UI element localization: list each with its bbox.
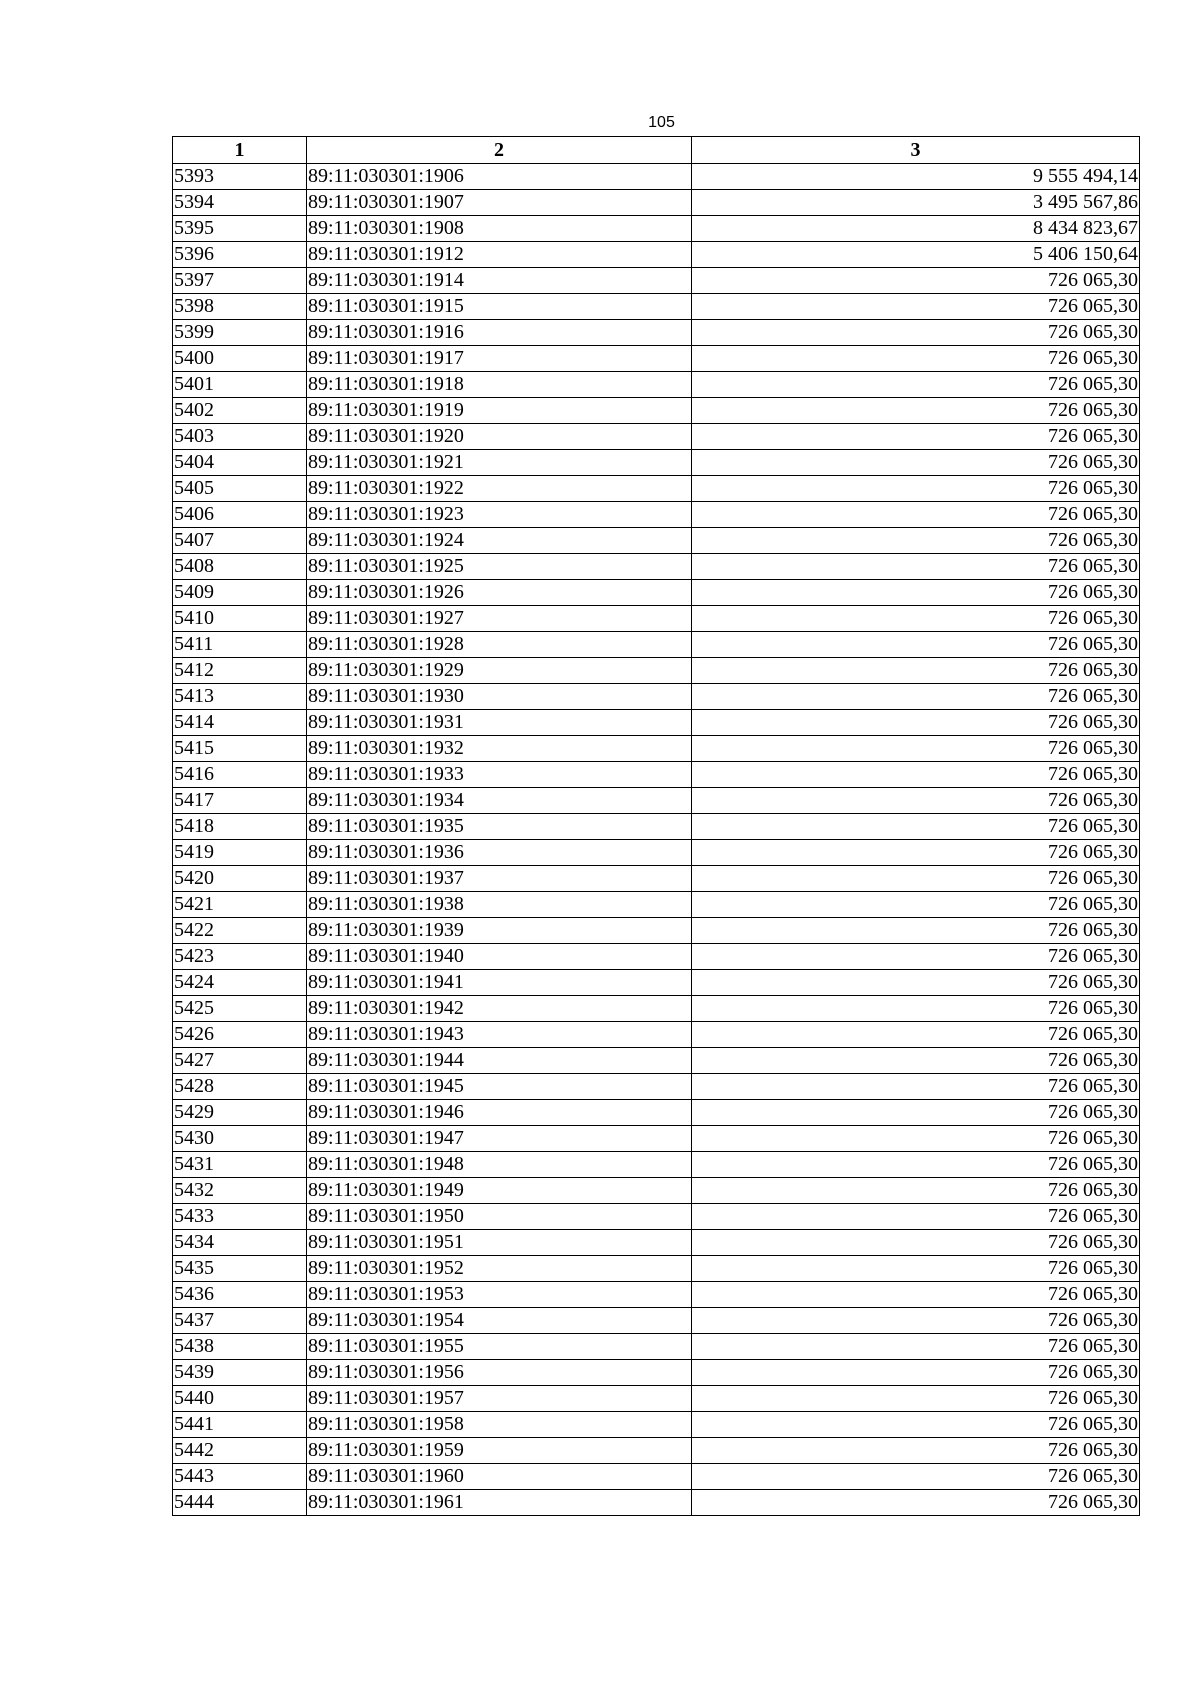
table-row <box>173 398 1140 424</box>
row-number-cell: 5407 <box>173 528 307 554</box>
row-number-cell: 5420 <box>173 866 307 892</box>
cadastral-number-cell: 89:11:030301:1930 <box>307 684 692 710</box>
table-row <box>173 1360 1140 1386</box>
cadastral-number-cell: 89:11:030301:1929 <box>307 658 692 684</box>
cadastral-number-cell: 89:11:030301:1915 <box>307 294 692 320</box>
table-row <box>173 840 1140 866</box>
table-row <box>173 1100 1140 1126</box>
value-cell: 5 406 150,64 <box>692 242 1140 268</box>
row-number-cell: 5432 <box>173 1178 307 1204</box>
table-row <box>173 216 1140 242</box>
row-number-cell: 5395 <box>173 216 307 242</box>
value-cell: 726 065,30 <box>692 320 1140 346</box>
table-body <box>173 164 1140 1516</box>
row-number-cell: 5429 <box>173 1100 307 1126</box>
row-number-cell: 5404 <box>173 450 307 476</box>
table-row <box>173 996 1140 1022</box>
row-number-cell: 5400 <box>173 346 307 372</box>
value-cell: 8 434 823,67 <box>692 216 1140 242</box>
cadastral-number-cell: 89:11:030301:1906 <box>307 164 692 190</box>
value-cell: 726 065,30 <box>692 684 1140 710</box>
table-row <box>173 164 1140 190</box>
cadastral-number-cell: 89:11:030301:1946 <box>307 1100 692 1126</box>
row-number-cell: 5413 <box>173 684 307 710</box>
value-cell: 726 065,30 <box>692 944 1140 970</box>
value-cell: 726 065,30 <box>692 1204 1140 1230</box>
row-number-cell: 5417 <box>173 788 307 814</box>
cadastral-number-cell: 89:11:030301:1934 <box>307 788 692 814</box>
cadastral-number-cell: 89:11:030301:1931 <box>307 710 692 736</box>
cadastral-number-cell: 89:11:030301:1950 <box>307 1204 692 1230</box>
cadastral-number-cell: 89:11:030301:1939 <box>307 918 692 944</box>
value-cell: 726 065,30 <box>692 1048 1140 1074</box>
cadastral-number-cell: 89:11:030301:1928 <box>307 632 692 658</box>
table-row <box>173 190 1140 216</box>
cadastral-number-cell: 89:11:030301:1947 <box>307 1126 692 1152</box>
table-row <box>173 502 1140 528</box>
cadastral-number-cell: 89:11:030301:1951 <box>307 1230 692 1256</box>
row-number-cell: 5438 <box>173 1334 307 1360</box>
table-row <box>173 944 1140 970</box>
column-header-3: 3 <box>692 137 1140 164</box>
value-cell: 726 065,30 <box>692 762 1140 788</box>
value-cell: 726 065,30 <box>692 996 1140 1022</box>
row-number-cell: 5437 <box>173 1308 307 1334</box>
value-cell: 726 065,30 <box>692 1490 1140 1516</box>
cadastral-number-cell: 89:11:030301:1933 <box>307 762 692 788</box>
row-number-cell: 5409 <box>173 580 307 606</box>
value-cell: 726 065,30 <box>692 1074 1140 1100</box>
cadastral-number-cell: 89:11:030301:1952 <box>307 1256 692 1282</box>
value-cell: 726 065,30 <box>692 1100 1140 1126</box>
value-cell: 726 065,30 <box>692 736 1140 762</box>
value-cell: 726 065,30 <box>692 892 1140 918</box>
table-row <box>173 658 1140 684</box>
table-row <box>173 1230 1140 1256</box>
row-number-cell: 5440 <box>173 1386 307 1412</box>
cadastral-number-cell: 89:11:030301:1945 <box>307 1074 692 1100</box>
table-row <box>173 1256 1140 1282</box>
table-row <box>173 268 1140 294</box>
cadastral-number-cell: 89:11:030301:1960 <box>307 1464 692 1490</box>
cadastral-number-cell: 89:11:030301:1940 <box>307 944 692 970</box>
row-number-cell: 5435 <box>173 1256 307 1282</box>
value-cell: 726 065,30 <box>692 1282 1140 1308</box>
table-row <box>173 1334 1140 1360</box>
value-cell: 726 065,30 <box>692 970 1140 996</box>
value-cell: 9 555 494,14 <box>692 164 1140 190</box>
value-cell: 726 065,30 <box>692 476 1140 502</box>
table-row <box>173 684 1140 710</box>
cadastral-number-cell: 89:11:030301:1942 <box>307 996 692 1022</box>
row-number-cell: 5393 <box>173 164 307 190</box>
row-number-cell: 5418 <box>173 814 307 840</box>
cadastral-number-cell: 89:11:030301:1920 <box>307 424 692 450</box>
table-row <box>173 372 1140 398</box>
table-row <box>173 320 1140 346</box>
value-cell: 726 065,30 <box>692 1256 1140 1282</box>
row-number-cell: 5433 <box>173 1204 307 1230</box>
header-row <box>173 137 1140 164</box>
value-cell: 726 065,30 <box>692 372 1140 398</box>
value-cell: 726 065,30 <box>692 1438 1140 1464</box>
table-row <box>173 242 1140 268</box>
table-row <box>173 346 1140 372</box>
row-number-cell: 5412 <box>173 658 307 684</box>
value-cell: 726 065,30 <box>692 1022 1140 1048</box>
table-row <box>173 736 1140 762</box>
row-number-cell: 5426 <box>173 1022 307 1048</box>
cadastral-number-cell: 89:11:030301:1932 <box>307 736 692 762</box>
row-number-cell: 5414 <box>173 710 307 736</box>
value-cell: 726 065,30 <box>692 450 1140 476</box>
cadastral-number-cell: 89:11:030301:1959 <box>307 1438 692 1464</box>
cadastral-number-cell: 89:11:030301:1918 <box>307 372 692 398</box>
table-row <box>173 892 1140 918</box>
value-cell: 726 065,30 <box>692 528 1140 554</box>
row-number-cell: 5419 <box>173 840 307 866</box>
cadastral-number-cell: 89:11:030301:1936 <box>307 840 692 866</box>
row-number-cell: 5442 <box>173 1438 307 1464</box>
table-row <box>173 1074 1140 1100</box>
row-number-cell: 5399 <box>173 320 307 346</box>
table-row <box>173 1412 1140 1438</box>
row-number-cell: 5402 <box>173 398 307 424</box>
value-cell: 726 065,30 <box>692 1230 1140 1256</box>
cadastral-number-cell: 89:11:030301:1908 <box>307 216 692 242</box>
row-number-cell: 5394 <box>173 190 307 216</box>
cadastral-number-cell: 89:11:030301:1957 <box>307 1386 692 1412</box>
table-row <box>173 580 1140 606</box>
table-row <box>173 1022 1140 1048</box>
table-row <box>173 866 1140 892</box>
row-number-cell: 5411 <box>173 632 307 658</box>
row-number-cell: 5406 <box>173 502 307 528</box>
value-cell: 726 065,30 <box>692 294 1140 320</box>
table-row <box>173 1204 1140 1230</box>
row-number-cell: 5421 <box>173 892 307 918</box>
cadastral-number-cell: 89:11:030301:1941 <box>307 970 692 996</box>
row-number-cell: 5405 <box>173 476 307 502</box>
table-row <box>173 528 1140 554</box>
table-row <box>173 450 1140 476</box>
value-cell: 726 065,30 <box>692 1178 1140 1204</box>
cadastral-number-cell: 89:11:030301:1925 <box>307 554 692 580</box>
table-row <box>173 814 1140 840</box>
value-cell: 726 065,30 <box>692 1152 1140 1178</box>
table-row <box>173 1308 1140 1334</box>
row-number-cell: 5441 <box>173 1412 307 1438</box>
table-row <box>173 1178 1140 1204</box>
table-row <box>173 424 1140 450</box>
cadastral-number-cell: 89:11:030301:1954 <box>307 1308 692 1334</box>
value-cell: 726 065,30 <box>692 1334 1140 1360</box>
value-cell: 726 065,30 <box>692 606 1140 632</box>
table-row <box>173 554 1140 580</box>
value-cell: 726 065,30 <box>692 918 1140 944</box>
cadastral-number-cell: 89:11:030301:1956 <box>307 1360 692 1386</box>
row-number-cell: 5425 <box>173 996 307 1022</box>
cadastral-number-cell: 89:11:030301:1926 <box>307 580 692 606</box>
table-row <box>173 476 1140 502</box>
row-number-cell: 5408 <box>173 554 307 580</box>
row-number-cell: 5398 <box>173 294 307 320</box>
value-cell: 726 065,30 <box>692 866 1140 892</box>
table-row <box>173 762 1140 788</box>
row-number-cell: 5428 <box>173 1074 307 1100</box>
cadastral-number-cell: 89:11:030301:1923 <box>307 502 692 528</box>
value-cell: 726 065,30 <box>692 424 1140 450</box>
row-number-cell: 5401 <box>173 372 307 398</box>
table-row <box>173 970 1140 996</box>
value-cell: 726 065,30 <box>692 658 1140 684</box>
row-number-cell: 5427 <box>173 1048 307 1074</box>
table-row <box>173 1152 1140 1178</box>
table-row <box>173 1438 1140 1464</box>
cadastral-number-cell: 89:11:030301:1914 <box>307 268 692 294</box>
value-cell: 726 065,30 <box>692 398 1140 424</box>
cadastral-number-cell: 89:11:030301:1907 <box>307 190 692 216</box>
row-number-cell: 5415 <box>173 736 307 762</box>
value-cell: 726 065,30 <box>692 1308 1140 1334</box>
table-row <box>173 788 1140 814</box>
row-number-cell: 5439 <box>173 1360 307 1386</box>
row-number-cell: 5430 <box>173 1126 307 1152</box>
table-row <box>173 294 1140 320</box>
cadastral-number-cell: 89:11:030301:1921 <box>307 450 692 476</box>
value-cell: 726 065,30 <box>692 632 1140 658</box>
page-number: 105 <box>648 114 675 131</box>
value-cell: 726 065,30 <box>692 502 1140 528</box>
cadastral-number-cell: 89:11:030301:1935 <box>307 814 692 840</box>
cadastral-number-cell: 89:11:030301:1917 <box>307 346 692 372</box>
value-cell: 726 065,30 <box>692 1360 1140 1386</box>
value-cell: 726 065,30 <box>692 1126 1140 1152</box>
value-cell: 726 065,30 <box>692 1412 1140 1438</box>
value-cell: 726 065,30 <box>692 268 1140 294</box>
registry-table <box>172 136 1140 1516</box>
row-number-cell: 5422 <box>173 918 307 944</box>
column-header-2: 2 <box>307 137 692 164</box>
row-number-cell: 5410 <box>173 606 307 632</box>
row-number-cell: 5444 <box>173 1490 307 1516</box>
table-row <box>173 710 1140 736</box>
row-number-cell: 5434 <box>173 1230 307 1256</box>
column-header-1: 1 <box>173 137 307 164</box>
row-number-cell: 5397 <box>173 268 307 294</box>
table-row <box>173 1048 1140 1074</box>
row-number-cell: 5443 <box>173 1464 307 1490</box>
cadastral-number-cell: 89:11:030301:1922 <box>307 476 692 502</box>
cadastral-number-cell: 89:11:030301:1927 <box>307 606 692 632</box>
cadastral-number-cell: 89:11:030301:1919 <box>307 398 692 424</box>
cadastral-number-cell: 89:11:030301:1944 <box>307 1048 692 1074</box>
cadastral-number-cell: 89:11:030301:1938 <box>307 892 692 918</box>
value-cell: 726 065,30 <box>692 346 1140 372</box>
value-cell: 726 065,30 <box>692 580 1140 606</box>
cadastral-number-cell: 89:11:030301:1949 <box>307 1178 692 1204</box>
table-row <box>173 606 1140 632</box>
table-row <box>173 1464 1140 1490</box>
cadastral-number-cell: 89:11:030301:1961 <box>307 1490 692 1516</box>
row-number-cell: 5416 <box>173 762 307 788</box>
value-cell: 726 065,30 <box>692 1464 1140 1490</box>
row-number-cell: 5423 <box>173 944 307 970</box>
value-cell: 726 065,30 <box>692 788 1140 814</box>
row-number-cell: 5436 <box>173 1282 307 1308</box>
cadastral-number-cell: 89:11:030301:1937 <box>307 866 692 892</box>
table-row <box>173 918 1140 944</box>
row-number-cell: 5396 <box>173 242 307 268</box>
table-row <box>173 632 1140 658</box>
value-cell: 726 065,30 <box>692 1386 1140 1412</box>
row-number-cell: 5431 <box>173 1152 307 1178</box>
table-row <box>173 1386 1140 1412</box>
cadastral-number-cell: 89:11:030301:1924 <box>307 528 692 554</box>
cadastral-number-cell: 89:11:030301:1916 <box>307 320 692 346</box>
cadastral-number-cell: 89:11:030301:1912 <box>307 242 692 268</box>
value-cell: 726 065,30 <box>692 814 1140 840</box>
row-number-cell: 5403 <box>173 424 307 450</box>
table-row <box>173 1126 1140 1152</box>
cadastral-number-cell: 89:11:030301:1948 <box>307 1152 692 1178</box>
cadastral-number-cell: 89:11:030301:1943 <box>307 1022 692 1048</box>
value-cell: 726 065,30 <box>692 554 1140 580</box>
cadastral-number-cell: 89:11:030301:1955 <box>307 1334 692 1360</box>
row-number-cell: 5424 <box>173 970 307 996</box>
cadastral-number-cell: 89:11:030301:1958 <box>307 1412 692 1438</box>
value-cell: 726 065,30 <box>692 710 1140 736</box>
table-row <box>173 1282 1140 1308</box>
value-cell: 3 495 567,86 <box>692 190 1140 216</box>
value-cell: 726 065,30 <box>692 840 1140 866</box>
cadastral-number-cell: 89:11:030301:1953 <box>307 1282 692 1308</box>
table-header <box>173 137 1140 164</box>
table-row <box>173 1490 1140 1516</box>
